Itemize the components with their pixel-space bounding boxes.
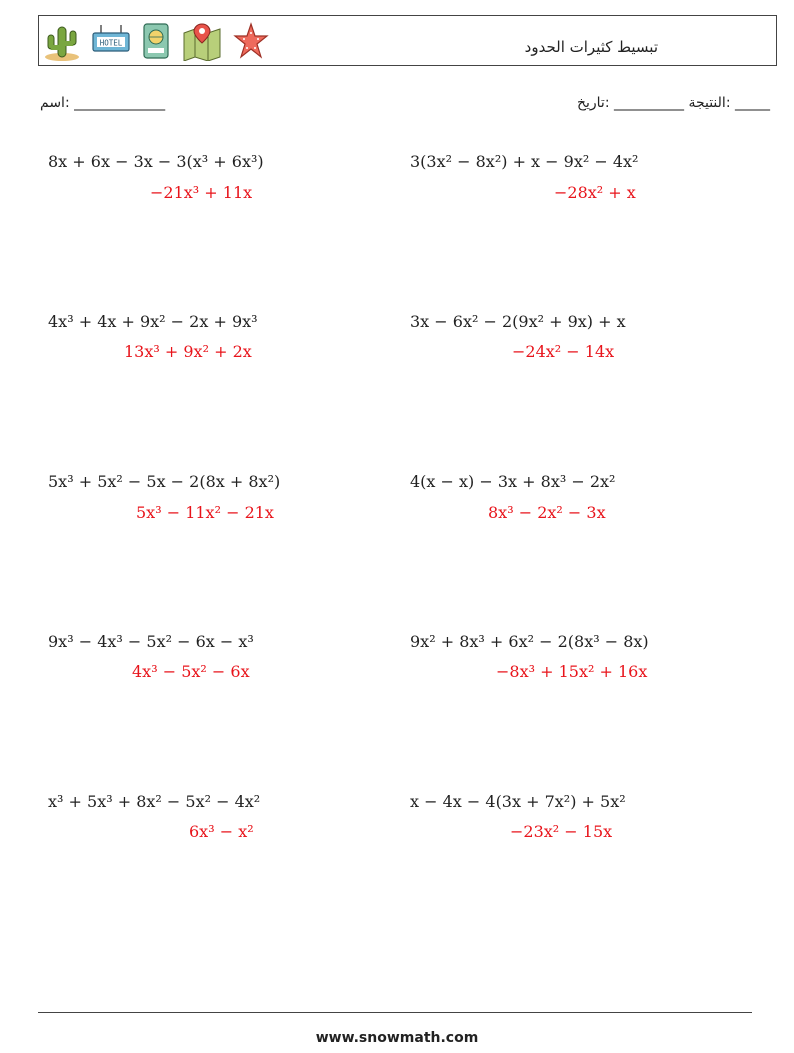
cactus-icon xyxy=(43,21,81,61)
answer-6: 8x³ − 2x² − 3x xyxy=(488,503,606,522)
answer-8: −8x³ + 15x² + 16x xyxy=(496,662,648,681)
date-score-field: النتيجة __________ :تاريخ: _____ xyxy=(576,95,770,111)
problem-9: x³ + 5x³ + 8x² − 5x² − 4x² xyxy=(48,792,261,811)
answer-2: −28x² + x xyxy=(554,183,636,202)
answer-7: 4x³ − 5x² − 6x xyxy=(132,662,250,681)
name-field: اسم: _____________ xyxy=(40,95,166,111)
footer-url[interactable]: www.snowmath.com xyxy=(315,1030,479,1046)
problem-8: 9x² + 8x³ + 6x² − 2(8x³ − 8x) xyxy=(410,632,649,651)
answer-1: −21x³ + 11x xyxy=(150,183,253,202)
problem-3: 4x³ + 4x + 9x² − 2x + 9x³ xyxy=(48,312,258,331)
answer-3: 13x³ + 9x² + 2x xyxy=(124,342,252,361)
problem-6: 4(x − x) − 3x + 8x³ − 2x² xyxy=(410,472,616,491)
footer-divider xyxy=(38,1012,752,1013)
answer-5: 5x³ − 11x² − 21x xyxy=(136,503,274,522)
header-icons xyxy=(43,21,269,61)
hotel-sign-icon xyxy=(91,21,131,61)
worksheet-title: تبسيط كثيرات الحدود xyxy=(524,38,658,56)
starfish-icon xyxy=(233,21,269,61)
problem-4: 3x − 6x² − 2(9x² + 9x) + x xyxy=(410,312,626,331)
problem-1: 8x + 6x − 3x − 3(x³ + 6x³) xyxy=(48,152,264,171)
svg-text:HOTEL: HOTEL xyxy=(99,38,123,48)
answer-4: −24x² − 14x xyxy=(512,342,615,361)
header-box xyxy=(38,15,777,66)
map-pin-icon xyxy=(181,21,223,61)
problem-2: 3(3x² − 8x²) + x − 9x² − 4x² xyxy=(410,152,639,171)
problem-5: 5x³ + 5x² − 5x − 2(8x + 8x²) xyxy=(48,472,281,491)
answer-9: 6x³ − x² xyxy=(189,822,254,841)
problem-7: 9x³ − 4x³ − 5x² − 6x − x³ xyxy=(48,632,254,651)
answer-10: −23x² − 15x xyxy=(510,822,613,841)
problem-10: x − 4x − 4(3x + 7x²) + 5x² xyxy=(410,792,626,811)
passport-icon xyxy=(141,21,171,61)
